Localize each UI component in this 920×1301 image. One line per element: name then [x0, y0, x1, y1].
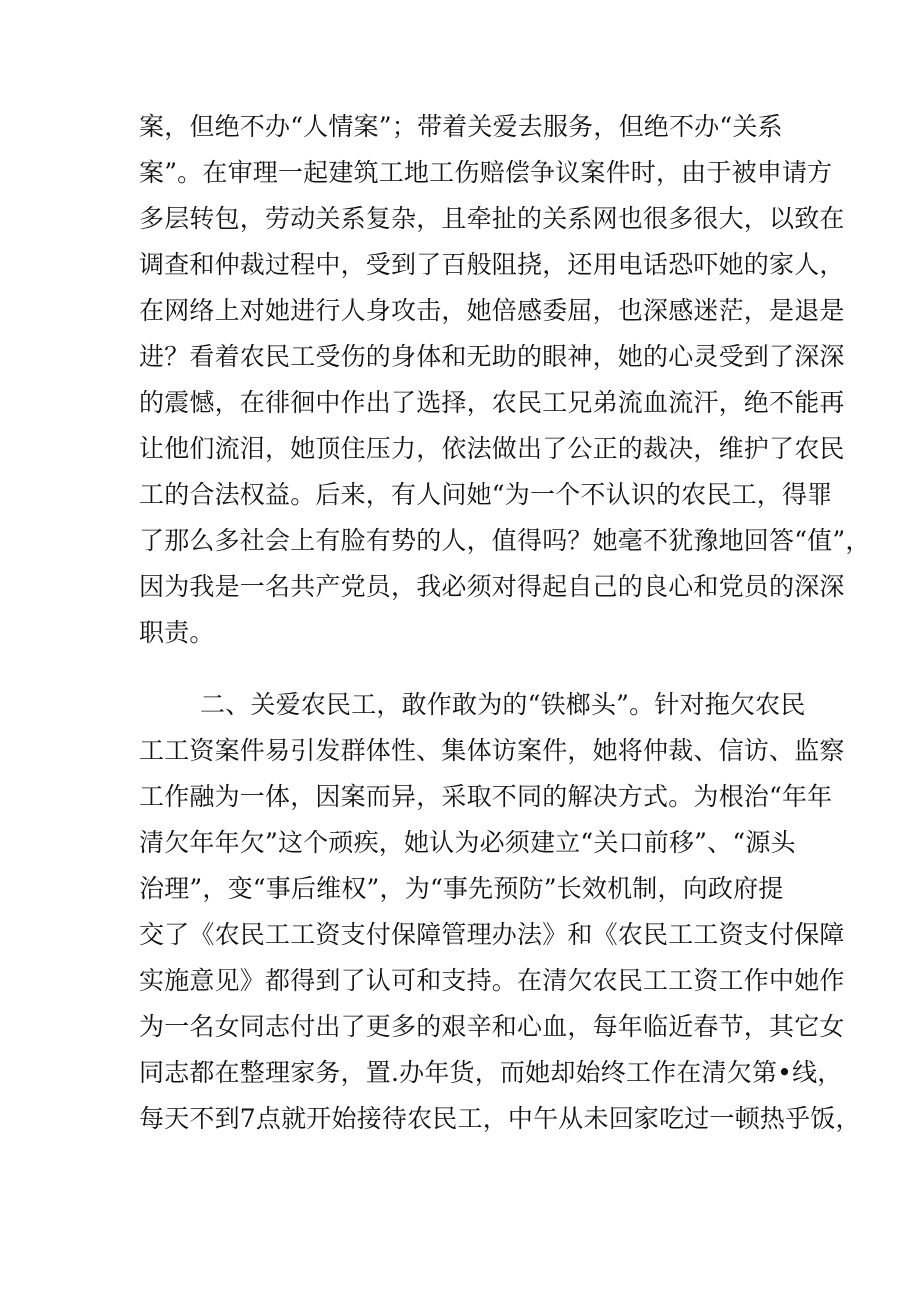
text-line: 治理”，变“事后维权”，为“事先预防”长效机制，向政府提: [139, 874, 784, 903]
text-line: 工作融为一体，因案而异，采取不同的解决方式。为根治“年年: [139, 782, 833, 811]
text-line: 职责。: [139, 618, 215, 647]
text-line: 的震憾，在徘徊中作出了选择，农民工兄弟流血流汗，绝不能再: [139, 388, 845, 417]
text-line: 为一名女同志付出了更多的艰辛和心血，每年临近春节，其它女: [139, 1012, 845, 1041]
text-line: 交了《农民工工资支付保障管理办法》和《农民工工资支付保障: [139, 920, 845, 949]
text-line: 案，但绝不办“人情案”；带着关爱去服务，但绝不办“关系: [139, 112, 783, 141]
text-line: 实施意见》都得到了认可和支持。在清欠农民工工资工作中她作: [139, 966, 845, 995]
text-line: 调查和仲裁过程中，受到了百般阻挠，还用电话恐吓她的家人，: [139, 250, 845, 279]
text-line: 因为我是一名共产党员，我必须对得起自己的良心和党员的深深: [139, 572, 845, 601]
text-line: 了那么多社会上有脸有势的人，值得吗？她毫不犹豫地回答“值”，: [139, 526, 871, 555]
text-line: 让他们流泪，她顶住压力，依法做出了公正的裁决，维护了农民: [139, 434, 845, 463]
text-line: 工的合法权益。后来，有人问她“为一个不认识的农民工，得罪: [139, 480, 833, 509]
text-line: 清欠年年欠”这个顽疾，她认为必须建立“关口前移”、“源头: [139, 828, 796, 857]
text-line: 在网络上对她进行人身攻击，她倍感委屈，也深感迷茫，是退是: [139, 296, 845, 325]
text-line: 工工资案件易引发群体性、集体访案件，她将仲裁、信访、监察: [139, 736, 845, 765]
text-line: 案”。在审理一起建筑工地工伤赔偿争议案件时，由于被申请方: [139, 158, 833, 187]
section-heading-line: 二、关爱农民工，敢作敢为的“铁榔头”。针对拖欠农民: [200, 690, 806, 719]
text-line: 多层转包，劳动关系复杂，且牵扯的关系网也很多很大，以致在: [139, 204, 845, 233]
text-line: 进？看着农民工受伤的身体和无助的眼神，她的心灵受到了深深: [139, 342, 845, 371]
text-line: 每天不到7点就开始接待农民工，中午从未回家吃过一顿热乎饭，: [139, 1104, 861, 1133]
text-line: 同志都在整理家务，置.办年货，而她却始终工作在清欠第•线，: [139, 1058, 843, 1087]
